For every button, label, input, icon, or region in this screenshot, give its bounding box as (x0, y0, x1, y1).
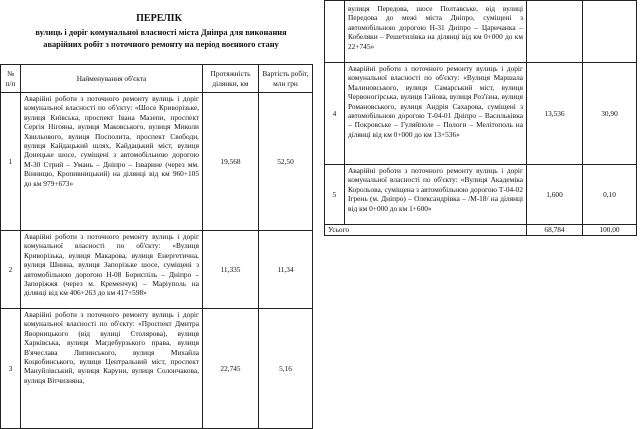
table-row (1, 231, 313, 309)
table-row (1, 93, 313, 231)
row-cost: 11,34 (259, 231, 313, 309)
row-num-empty (325, 1, 345, 63)
row-num: 2 (1, 231, 21, 309)
streets-table-continued (324, 0, 637, 236)
row-cost: 0,10 (583, 165, 637, 225)
total-length: 68,784 (527, 225, 583, 236)
header-name: Найменування об'єкта (21, 65, 203, 93)
row-name: Аварійні роботи з поточного ремонту вулиць і доріг комунальної власності по об'єкту: «Проспект Дмитра Яворницького (від вулиці Столярова), вулиця Харківська, вулиця Магдебурзького права, вулиця В'ячеслава Липинського, вулиця Михайла Коцюбинського, вулиця Центральний міст, проспект Мануйлівський, вулиця Каруни, вулиця Солончакова, вулиця Вітчизняна, (21, 309, 203, 429)
table-row-continued (325, 1, 637, 63)
left-page (0, 0, 318, 427)
row-cost: 30,90 (583, 63, 637, 165)
header-num: № п/п (1, 65, 21, 93)
header-cost: Вартість робіт, млн грн (259, 65, 313, 93)
row-num: 1 (1, 93, 21, 231)
header-length: Протяжність ділянки, км (203, 65, 259, 93)
right-page (324, 0, 636, 427)
row-name-continued: вулиця Передова, шосе Полтавське, від вулиці Передова до межі міста Дніпро, суміщені з автомобільною дорогою Н-31 Дніпро – Царичанка – Кобеляки – Решетилівка на ділянці від км 0+000 до км 22+745» (345, 1, 527, 63)
row-name: Аварійні роботи з поточного ремонту вулиць і доріг комунальної власності по об'єкту: «Вулиця Криворізька, вулиця Макарова, вулиця Енергетична, вулиця Шинна, вулиця Запорізьке шосе, суміщені з автомобільною дорогою Н-08 Бориспіль – Дніпро – Запоріжжя (через м. Кременчук) – Маріуполь на ділянці від км 406+263 до км 417+598» (21, 231, 203, 309)
row-num: 3 (1, 309, 21, 429)
table-row (325, 63, 637, 165)
row-name: Аварійні роботи з поточного ремонту вулиць і доріг комунальної власності по об'єкту: «Вулиця Академіка Корольова, суміщена з автомобільною дорогою Т-04-02 Ігрень (м. Дніпро) – Олександрівка – /М-18/ на ділянці від км 0+000 до км 1+600» (345, 165, 527, 225)
row-cost-empty (583, 1, 637, 63)
row-length-empty (527, 1, 583, 63)
row-cost: 52,50 (259, 93, 313, 231)
total-row (325, 225, 637, 236)
row-cost: 5,16 (259, 309, 313, 429)
row-name: Аварійні роботи з поточного ремонту вулиць і доріг комунальної власності по об'єкту: «Шосе Криворізьке, вулиця Київська, проспект Івана Мазепи, проспект Сергія Нігояна, вулиця Маковського, вулиця Миколи Хвильового, вулиця Посполита, проспект Свободи, вулиця Кайдацький шлях, Кайдацький міст, вулиця Донецьке шосе, суміщені з автомобільною дорогою М-30 Стрий – Умань – Дніпро – Ізварине (через мм. Вінницю, Кропивницький) на ділянці від км 960+105 до км 979+673» (21, 93, 203, 231)
table-row (325, 165, 637, 225)
row-length: 11,335 (203, 231, 259, 309)
document-title: ПЕРЕЛІК (136, 13, 182, 24)
row-num: 4 (325, 63, 345, 165)
streets-table (0, 64, 313, 429)
table-row (1, 309, 313, 429)
table-header-row (1, 65, 313, 93)
row-num: 5 (325, 165, 345, 225)
row-name: Аварійні роботи з поточного ремонту вулиць і доріг комунальної власності по об'єкту: «Вулиця Маршала Малиновського, вулиця Самарський міст, вулиця Червоногірська, вулиця Гайова, вулиця Роз'їзна, вулиця Романовського, вулиця Андрія Сахарова, суміщені з автомобільною дорогою Т-04-01 Дніпро – Васильківка – Покровське – Гуляйполе – Пологи – Мелітополь на ділянці від км 0+000 до км 13+536» (345, 63, 527, 165)
row-length: 19,568 (203, 93, 259, 231)
document-subtitle: вулиць і доріг комунальної власності міста Дніпра для виконання аварійних робіт з поточного ремонту на період воєнного стану (35, 28, 287, 49)
row-length: 22,745 (203, 309, 259, 429)
total-cost: 100,00 (583, 225, 637, 236)
row-length: 13,536 (527, 63, 583, 165)
total-label: Усього (325, 225, 527, 236)
row-length: 1,600 (527, 165, 583, 225)
